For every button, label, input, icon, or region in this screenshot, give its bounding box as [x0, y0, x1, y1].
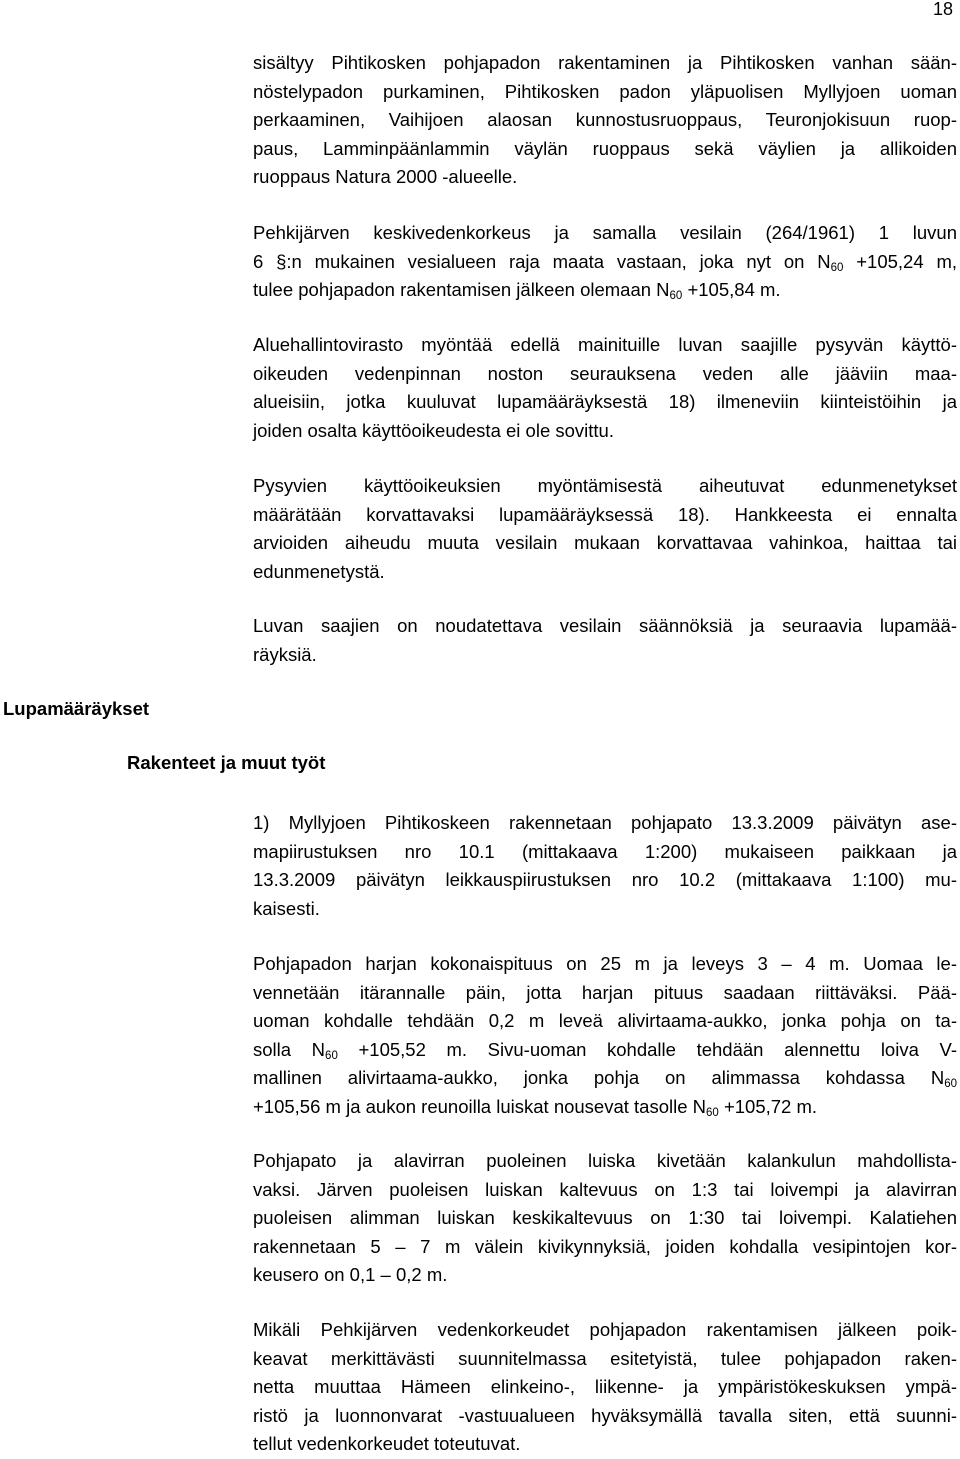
- subscript: 60: [944, 1078, 957, 1091]
- text-segment: netta muuttaa Hämeen elinkeino-, liikenne- ja ympäristökeskuksen ympä-: [253, 1376, 957, 1398]
- text-line: [253, 1064, 957, 1093]
- paragraph: [253, 1147, 957, 1290]
- subscript: 60: [830, 261, 844, 274]
- subscript: 60: [669, 290, 683, 303]
- text-line: [253, 106, 957, 135]
- side-heading-lupamaaraykset: Lupamääräykset: [3, 698, 150, 719]
- text-segment: Mikäli Pehkijärven vedenkorkeudet pohjapadon rakentamisen jälkeen poik-: [253, 1319, 957, 1340]
- text-segment: edunmenetystä.: [253, 560, 385, 582]
- text-line: [253, 1007, 957, 1036]
- text-segment: solla N: [253, 1038, 326, 1060]
- text-segment: 6 §:n mukainen vesialueen raja maata vastaan, joka nyt on N: [253, 250, 831, 272]
- paragraph: [253, 809, 957, 923]
- text-line: [253, 248, 957, 277]
- text-line: [253, 1402, 957, 1431]
- text-line: [253, 501, 957, 530]
- text-line: [253, 219, 957, 248]
- text-line: [253, 895, 957, 924]
- text-segment: Aluehallintovirasto myöntää edellä mainituille luvan saajille pysyvän käyttö-: [253, 334, 957, 355]
- text-line: [253, 388, 957, 417]
- text-segment: arvioiden aiheudu muuta vesilain mukaan korvattavaa vahinkoa, haittaa tai: [253, 532, 957, 554]
- text-segment: sisältyy Pihtikosken pohjapadon rakentaminen ja Pihtikosken vanhan sään-: [253, 52, 957, 73]
- text-line: [253, 558, 957, 587]
- text-segment: vennetään itärannalle päin, jotta harjan pituus saadaan riittäväksi. Pää-: [253, 981, 957, 1003]
- text-segment: +105,84 m.: [682, 279, 781, 301]
- text-line: [253, 360, 957, 389]
- text-line: [253, 612, 957, 641]
- text-segment: keavat merkittävästi suunnitelmassa esitetyistä, tulee pohjapadon raken-: [253, 1347, 957, 1369]
- text-line: [253, 276, 957, 305]
- text-segment: mapiirustuksen nro 10.1 (mittakaava 1:200) mukaiseen paikkaan ja: [253, 840, 957, 862]
- text-segment: paus, Lamminpäänlammin väylän ruoppaus sekä väylien ja allikoiden: [253, 137, 957, 159]
- text-line: [253, 417, 957, 446]
- text-segment: Pehkijärven keskivedenkorkeus ja samalla vesilain (264/1961) 1 luvun: [253, 222, 957, 243]
- text-line: [253, 641, 957, 670]
- text-line: [253, 950, 957, 979]
- text-line: [253, 331, 957, 360]
- text-line: [253, 1204, 957, 1233]
- text-segment: 13.3.2009 päivätyn leikkauspiirustuksen nro 10.2 (mittakaava 1:100) mu-: [253, 869, 957, 891]
- text-segment: ruoppaus Natura 2000 -alueelle.: [253, 166, 518, 188]
- text-line: [253, 809, 957, 838]
- text-line: [253, 1430, 957, 1459]
- paragraph: [253, 1316, 957, 1459]
- paragraph: [253, 331, 957, 445]
- text-line: [253, 1345, 957, 1374]
- text-segment: vaksi. Järven puoleisen luiskan kaltevuus on 1:3 tai loivempi ja alavirran: [253, 1178, 957, 1200]
- text-segment: tulee pohjapadon rakentamisen jälkeen olemaan N: [253, 279, 670, 301]
- text-segment: +105,24 m,: [843, 250, 957, 272]
- page-number: 18: [932, 0, 953, 19]
- text-segment: perkaaminen, Vaihijoen alaosan kunnostusruoppaus, Teuronjokisuun ruop-: [253, 109, 957, 131]
- text-line: [253, 1093, 957, 1122]
- subscript: 60: [325, 1049, 338, 1062]
- text-line: [253, 529, 957, 558]
- text-segment: uoman kohdalle tehdään 0,2 m leveä alivirtaama-aukko, jonka pohja on ta-: [253, 1010, 957, 1032]
- text-segment: alueisiin, jotka kuuluvat lupamääräyksestä 18) ilmeneviin kiinteistöihin ja: [253, 391, 957, 413]
- paragraph: [253, 49, 957, 192]
- text-segment: ristö ja luonnonvarat -vastuualueen hyväksymällä tavalla siten, että suunni-: [253, 1404, 957, 1426]
- text-segment: joiden osalta käyttöoikeudesta ei ole sovittu.: [253, 419, 614, 441]
- text-line: [253, 866, 957, 895]
- text-segment: tellut vedenkorkeudet toteutuvat.: [253, 1433, 521, 1455]
- text-segment: +105,72 m.: [718, 1095, 818, 1117]
- text-segment: Pysyvien käyttöoikeuksien myöntämisestä aiheutuvat edunmenetykset: [253, 475, 957, 496]
- text-line: [253, 838, 957, 867]
- text-line: [253, 1176, 957, 1205]
- text-line: [253, 1316, 957, 1345]
- text-segment: Pohjapato ja alavirran puoleinen luiska kivetään kalankulun mahdollista-: [253, 1150, 957, 1171]
- text-line: [253, 1036, 957, 1065]
- paragraph: [253, 950, 957, 1122]
- text-segment: nöstelypadon purkaminen, Pihtikosken padon yläpuolisen Myllyjoen uoman: [253, 80, 957, 102]
- text-line: [253, 979, 957, 1008]
- text-line: [253, 135, 957, 164]
- text-segment: +105,52 m. Sivu-uoman kohdalle tehdään alennettu loiva V-: [337, 1038, 957, 1060]
- text-segment: rakennetaan 5 – 7 m välein kivikynnyksiä, joiden kohdalla vesipintojen kor-: [253, 1235, 957, 1257]
- text-segment: oikeuden vedenpinnan noston seurauksena veden alle jääviin maa-: [253, 362, 957, 384]
- paragraph: [253, 612, 957, 669]
- text-line: [253, 1147, 957, 1176]
- text-line: [253, 1261, 957, 1290]
- text-segment: räyksiä.: [253, 643, 317, 665]
- text-line: [253, 49, 957, 78]
- text-segment: 1) Myllyjoen Pihtikoskeen rakennetaan pohjapato 13.3.2009 päivätyn ase-: [253, 812, 957, 833]
- text-line: [253, 163, 957, 192]
- text-line: [253, 78, 957, 107]
- text-line: [253, 472, 957, 501]
- subscript: 60: [706, 1106, 719, 1119]
- text-line: [253, 1373, 957, 1402]
- text-segment: määrätään korvattavaksi lupamääräyksessä 18). Hankkeesta ei ennalta: [253, 503, 957, 525]
- paragraph: [253, 472, 957, 586]
- text-segment: keusero on 0,1 – 0,2 m.: [253, 1264, 448, 1286]
- text-segment: +105,56 m ja aukon reunoilla luiskat nousevat tasolle N: [253, 1095, 707, 1117]
- text-segment: Luvan saajien on noudatettava vesilain säännöksiä ja seuraavia lupamää-: [253, 615, 957, 636]
- text-segment: kaisesti.: [253, 897, 320, 919]
- text-line: [253, 1233, 957, 1262]
- text-segment: mallinen alivirtaama-aukko, jonka pohja on alimmassa kohdassa N: [253, 1067, 945, 1089]
- text-segment: Pohjapadon harjan kokonaispituus on 25 m ja leveys 3 – 4 m. Uomaa le-: [253, 953, 957, 974]
- sub-heading-rakenteet: Rakenteet ja muut työt: [127, 752, 326, 773]
- paragraph: [253, 219, 957, 305]
- text-segment: puoleisen alimman luiskan keskikaltevuus on 1:30 tai loivempi. Kalatiehen: [253, 1207, 957, 1229]
